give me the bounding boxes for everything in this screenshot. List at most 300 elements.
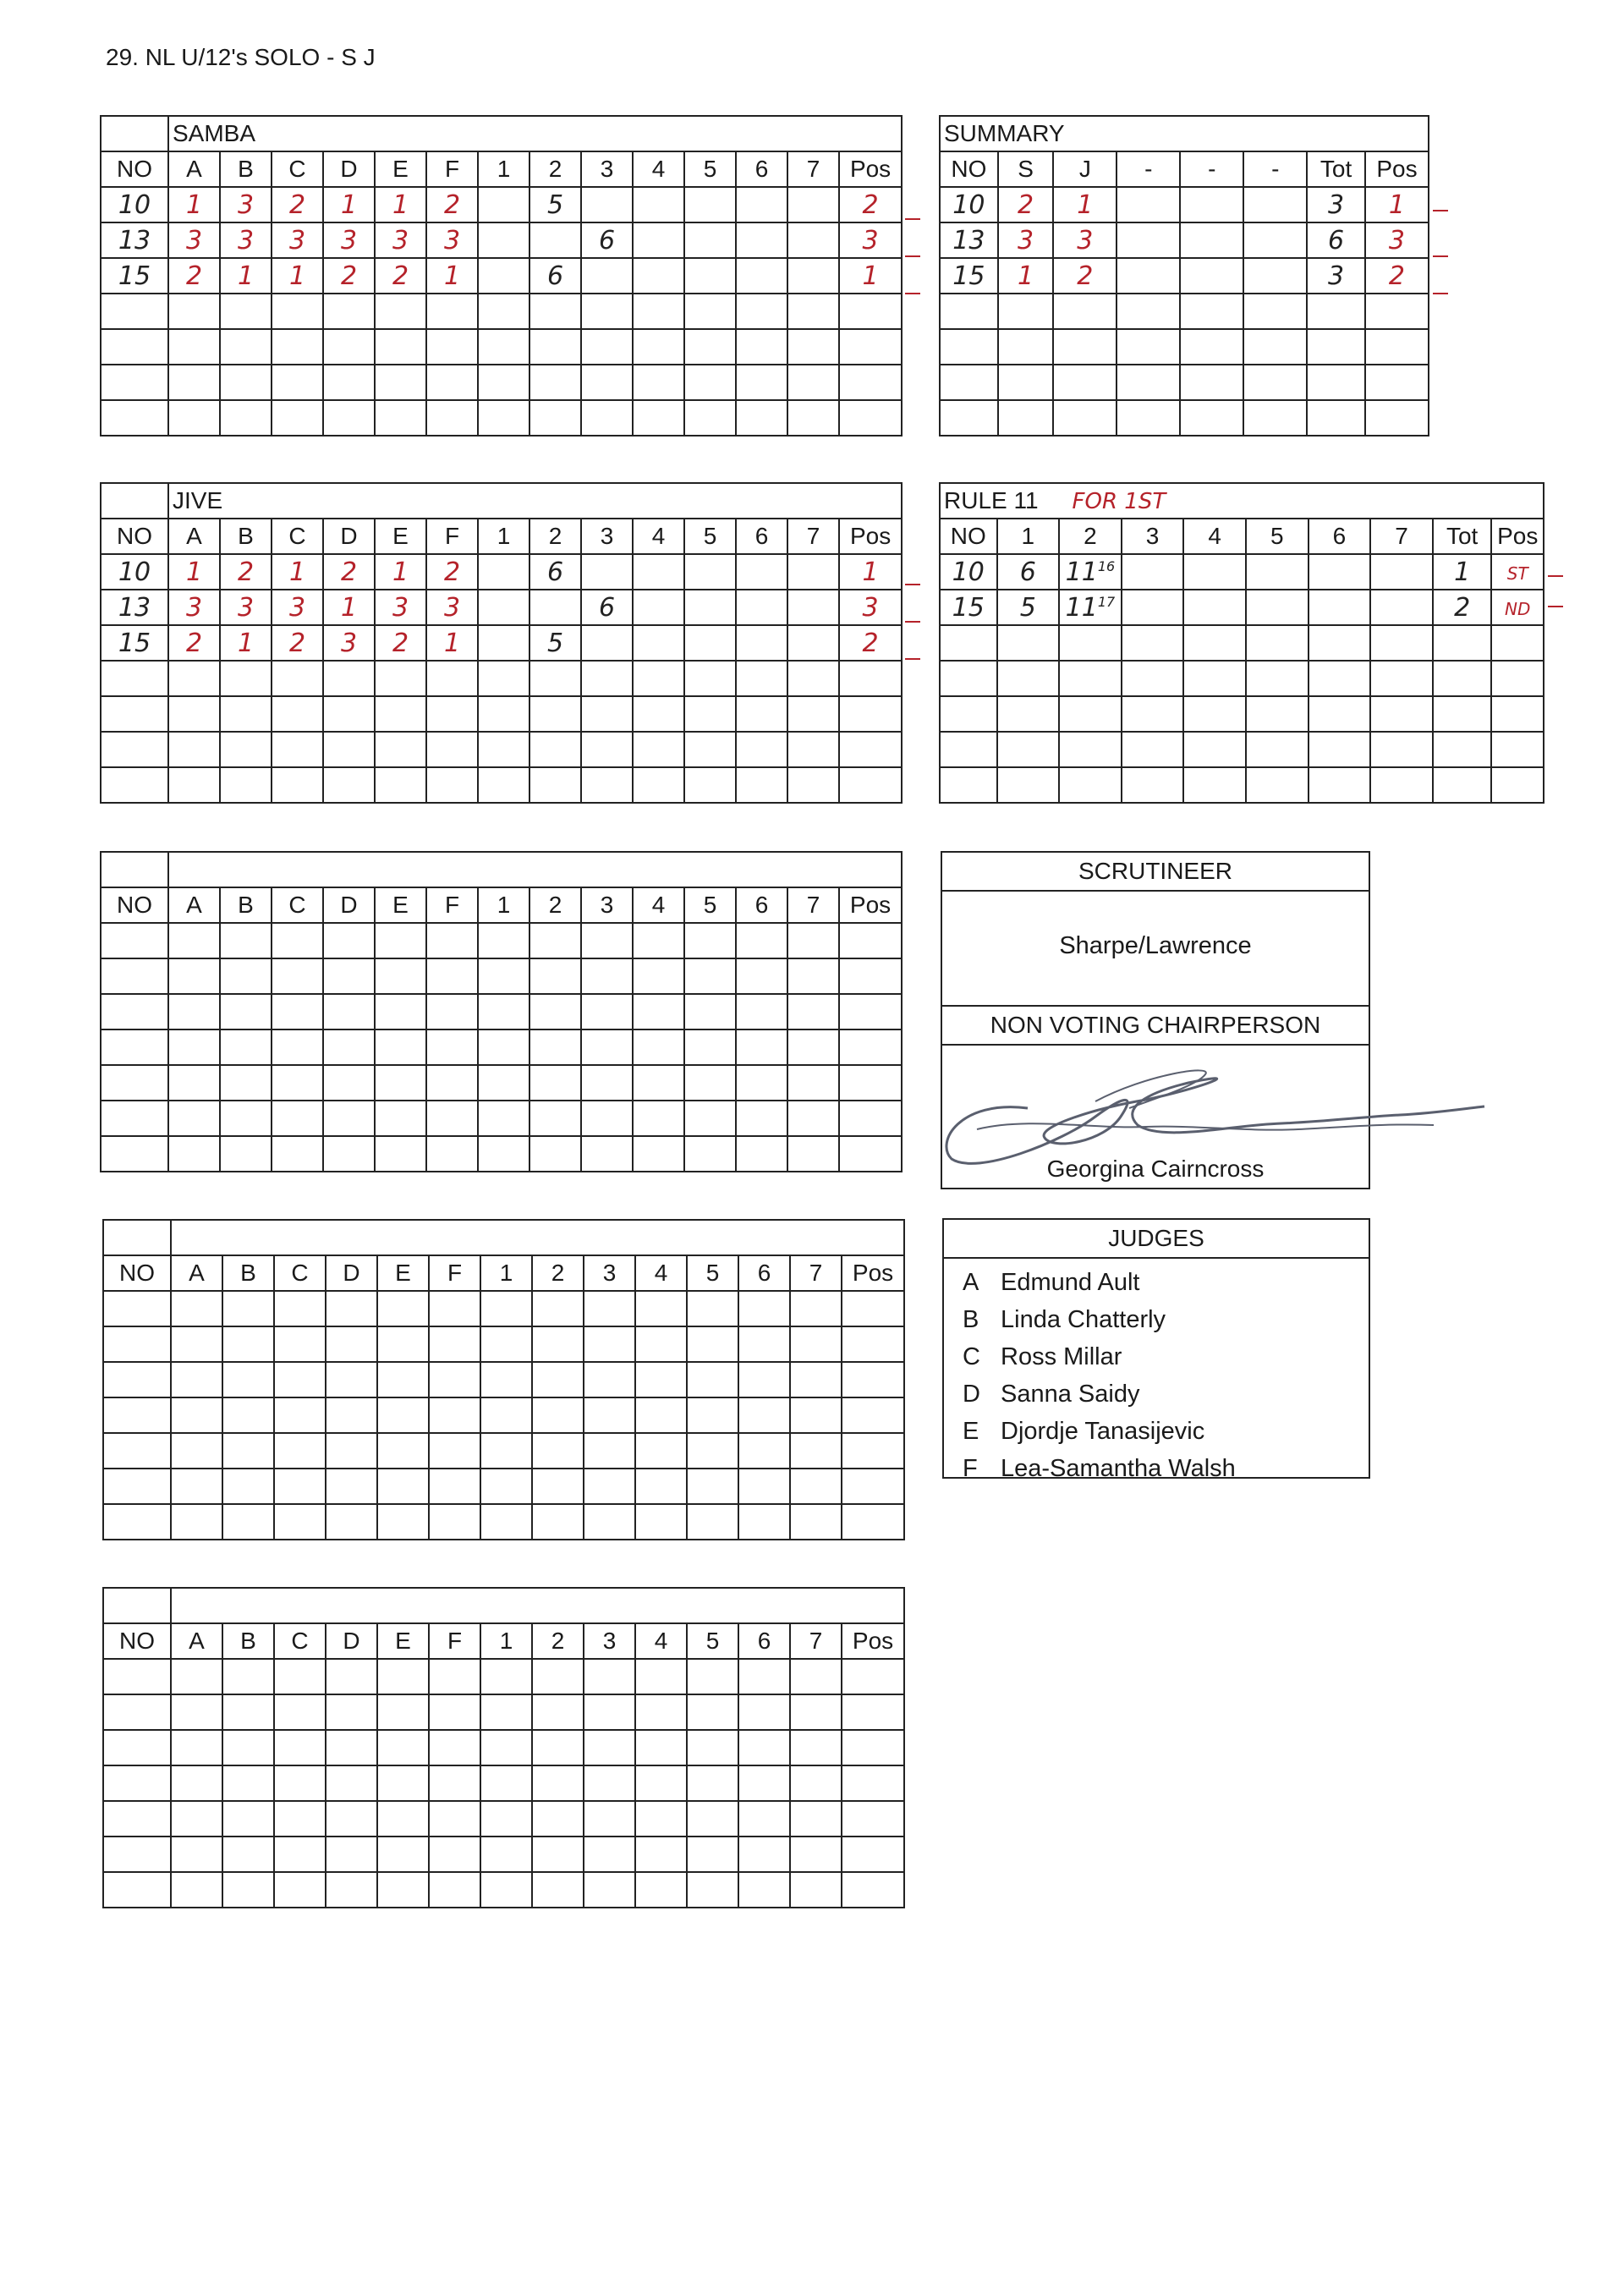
table-cell xyxy=(790,1504,842,1540)
table-cell xyxy=(1370,625,1433,661)
table-cell xyxy=(584,1730,635,1765)
table-cell xyxy=(940,365,998,400)
table-cell xyxy=(480,1469,532,1504)
column-header: 6 xyxy=(736,519,787,554)
table-cell xyxy=(478,1029,529,1065)
column-header: Pos xyxy=(839,519,902,554)
table-cell xyxy=(103,1659,171,1694)
table-cell xyxy=(274,1765,326,1801)
table-cell: 3 xyxy=(220,222,272,258)
table-cell xyxy=(478,329,529,365)
table-cell xyxy=(323,767,375,803)
table-cell xyxy=(1370,661,1433,696)
table-cell xyxy=(101,732,168,767)
table-cell xyxy=(1307,294,1365,329)
table-cell xyxy=(532,1801,584,1837)
table-cell xyxy=(103,1730,171,1765)
table-cell xyxy=(377,1291,429,1326)
table-cell xyxy=(532,1659,584,1694)
table-cell xyxy=(998,400,1054,436)
table-cell xyxy=(377,1837,429,1872)
table-cell xyxy=(274,1433,326,1469)
table-cell xyxy=(790,1801,842,1837)
table-cell xyxy=(633,1029,684,1065)
table-cell xyxy=(581,767,633,803)
table-cell: 2 xyxy=(839,187,902,222)
table-cell: 2 xyxy=(998,187,1054,222)
table-cell xyxy=(633,1136,684,1172)
table-cell xyxy=(839,958,902,994)
table-cell xyxy=(787,1136,839,1172)
table-cell xyxy=(1183,625,1246,661)
table-cell: 1 xyxy=(839,258,902,294)
table-cell xyxy=(168,400,220,436)
table-cell xyxy=(738,1872,790,1908)
table-cell xyxy=(635,1504,687,1540)
table-cell xyxy=(684,554,736,590)
table-cell xyxy=(684,590,736,625)
table-cell xyxy=(1122,590,1184,625)
table-cell xyxy=(790,1469,842,1504)
table-cell xyxy=(736,590,787,625)
table-cell xyxy=(274,1504,326,1540)
table-cell xyxy=(220,1065,272,1101)
table-cell: 13 xyxy=(940,222,998,258)
table-cell xyxy=(323,923,375,958)
table-cell xyxy=(326,1397,377,1433)
dance-title: JIVE xyxy=(168,483,902,519)
table-cell xyxy=(429,1504,480,1540)
table-cell xyxy=(529,994,581,1029)
table-cell xyxy=(222,1326,274,1362)
table-cell xyxy=(940,767,997,803)
table-row xyxy=(101,258,902,294)
table-cell xyxy=(997,696,1060,732)
table-cell xyxy=(736,554,787,590)
table-cell: 2 xyxy=(375,258,426,294)
table-cell xyxy=(997,625,1060,661)
table-cell xyxy=(1433,732,1492,767)
judge-name: Djordje Tanasijevic xyxy=(1001,1418,1205,1445)
table-cell xyxy=(222,1765,274,1801)
table-cell xyxy=(633,696,684,732)
table-cell xyxy=(1246,661,1309,696)
table-cell: 3 xyxy=(168,222,220,258)
table-cell xyxy=(326,1504,377,1540)
column-header: J xyxy=(1053,151,1116,187)
judge-row xyxy=(963,1455,1236,1483)
table-cell xyxy=(738,1362,790,1397)
table-cell xyxy=(1116,222,1180,258)
column-header: B xyxy=(222,1623,274,1659)
tick-mark xyxy=(905,584,920,585)
table-cell: 3 xyxy=(1307,258,1365,294)
table-cell xyxy=(375,1101,426,1136)
table-cell xyxy=(1246,590,1309,625)
column-header: 2 xyxy=(532,1623,584,1659)
table-cell xyxy=(790,1362,842,1397)
table-cell xyxy=(790,1765,842,1801)
table-cell: 3 xyxy=(1053,222,1116,258)
table-cell xyxy=(532,1730,584,1765)
table-cell: 1 xyxy=(839,554,902,590)
table-cell xyxy=(1116,258,1180,294)
table-cell: 5 xyxy=(529,625,581,661)
table-cell xyxy=(426,1136,478,1172)
tick-mark xyxy=(905,218,920,220)
judge-row xyxy=(963,1269,1139,1297)
column-header: 4 xyxy=(1183,519,1246,554)
table-cell xyxy=(220,732,272,767)
table-cell xyxy=(478,696,529,732)
table-cell xyxy=(220,767,272,803)
judges-box xyxy=(942,1218,1370,1482)
table-cell xyxy=(839,329,902,365)
table-cell xyxy=(1491,661,1544,696)
judge-letter: E xyxy=(963,1418,979,1445)
table-cell xyxy=(274,1362,326,1397)
table-cell xyxy=(274,1730,326,1765)
table-cell xyxy=(839,294,902,329)
table-cell xyxy=(377,1433,429,1469)
judge-letter: F xyxy=(963,1455,978,1482)
judge-name: Lea-Samantha Walsh xyxy=(1001,1455,1236,1482)
table-cell xyxy=(377,1504,429,1540)
table-cell xyxy=(429,1397,480,1433)
table-row xyxy=(101,365,902,400)
table-cell xyxy=(220,994,272,1029)
table-row xyxy=(101,732,902,767)
table-cell xyxy=(1122,661,1184,696)
judge-letter: D xyxy=(963,1381,980,1408)
table-cell xyxy=(736,329,787,365)
page-title: 29. NL U/12's SOLO - S J xyxy=(106,44,376,70)
table-cell xyxy=(478,222,529,258)
table-cell xyxy=(1183,554,1246,590)
table-cell xyxy=(1309,767,1371,803)
column-header: Tot xyxy=(1433,519,1492,554)
table-cell xyxy=(633,329,684,365)
table-cell: 3 xyxy=(220,590,272,625)
table-cell xyxy=(377,1362,429,1397)
table-cell xyxy=(426,732,478,767)
table-cell xyxy=(581,365,633,400)
table-cell: 2 xyxy=(1433,590,1492,625)
column-header: Pos xyxy=(1365,151,1429,187)
table-cell xyxy=(790,1326,842,1362)
table-cell xyxy=(1370,590,1433,625)
table-cell xyxy=(1180,400,1243,436)
column-header: C xyxy=(272,151,323,187)
table-cell xyxy=(1243,365,1307,400)
table-cell xyxy=(220,958,272,994)
table-row xyxy=(940,294,1429,329)
table-cell xyxy=(736,696,787,732)
table-cell xyxy=(532,1694,584,1730)
table-cell xyxy=(222,1469,274,1504)
table-cell xyxy=(581,732,633,767)
table-cell xyxy=(429,1659,480,1694)
table-cell xyxy=(103,1397,171,1433)
table-cell xyxy=(429,1362,480,1397)
table-cell xyxy=(1433,625,1492,661)
column-header: 4 xyxy=(633,887,684,923)
table-cell xyxy=(222,1659,274,1694)
table-cell xyxy=(584,1694,635,1730)
table-row xyxy=(940,767,1544,803)
column-header: - xyxy=(1116,151,1180,187)
table-cell xyxy=(171,1504,222,1540)
table-cell xyxy=(736,1136,787,1172)
table-cell xyxy=(101,696,168,732)
table-cell xyxy=(326,1837,377,1872)
table-cell xyxy=(839,732,902,767)
table-cell xyxy=(1309,554,1371,590)
table-cell xyxy=(940,661,997,696)
table-cell xyxy=(377,1469,429,1504)
table-cell xyxy=(272,365,323,400)
table-cell xyxy=(478,1101,529,1136)
table-cell xyxy=(326,1694,377,1730)
table-cell xyxy=(426,400,478,436)
table-cell xyxy=(171,1469,222,1504)
table-cell: 6 xyxy=(1307,222,1365,258)
table-row xyxy=(103,1730,904,1765)
table-cell xyxy=(220,294,272,329)
table-cell: 3 xyxy=(426,222,478,258)
table-cell xyxy=(787,625,839,661)
table-cell xyxy=(635,1765,687,1801)
table-cell xyxy=(103,1362,171,1397)
table-cell xyxy=(839,767,902,803)
table-cell xyxy=(532,1469,584,1504)
table-cell xyxy=(168,1029,220,1065)
column-header: D xyxy=(323,151,375,187)
table-cell xyxy=(377,1326,429,1362)
table-cell xyxy=(529,294,581,329)
table-cell xyxy=(1059,732,1122,767)
table-cell xyxy=(684,1136,736,1172)
table-cell xyxy=(529,661,581,696)
table-cell xyxy=(787,222,839,258)
table-cell xyxy=(736,923,787,958)
table-cell xyxy=(738,1730,790,1765)
table-row xyxy=(940,661,1544,696)
judge-name: Linda Chatterly xyxy=(1001,1306,1166,1333)
table-cell xyxy=(480,1291,532,1326)
table-cell: 6 xyxy=(581,222,633,258)
table-cell xyxy=(787,258,839,294)
table-cell xyxy=(478,365,529,400)
table-cell xyxy=(839,661,902,696)
table-cell xyxy=(684,732,736,767)
table-cell xyxy=(738,1694,790,1730)
table-cell xyxy=(1053,294,1116,329)
table-cell xyxy=(1365,400,1429,436)
column-header: 2 xyxy=(529,151,581,187)
table-cell xyxy=(101,767,168,803)
table-cell xyxy=(171,1694,222,1730)
table-cell xyxy=(581,661,633,696)
table-row xyxy=(101,923,902,958)
table-corner xyxy=(101,483,168,519)
table-cell xyxy=(274,1694,326,1730)
table-cell xyxy=(222,1837,274,1872)
table-cell xyxy=(171,1659,222,1694)
column-header: F xyxy=(429,1255,480,1291)
table-cell xyxy=(842,1433,904,1469)
table-cell: 3 xyxy=(426,590,478,625)
table-row xyxy=(101,187,902,222)
table-row xyxy=(101,661,902,696)
table-cell: 3 xyxy=(998,222,1054,258)
table-cell xyxy=(323,1065,375,1101)
column-header: 3 xyxy=(581,519,633,554)
table-cell xyxy=(787,400,839,436)
judge-row xyxy=(963,1343,1122,1371)
table-cell xyxy=(272,958,323,994)
table-cell xyxy=(478,625,529,661)
table-cell xyxy=(326,1730,377,1765)
table-cell xyxy=(529,329,581,365)
tick-mark xyxy=(905,658,920,660)
table-cell xyxy=(839,994,902,1029)
table-cell xyxy=(839,1136,902,1172)
table-cell xyxy=(103,1694,171,1730)
table-cell: 2 xyxy=(323,554,375,590)
table-cell xyxy=(274,1469,326,1504)
table-cell xyxy=(633,590,684,625)
table-cell xyxy=(584,1326,635,1362)
table-cell: 1 xyxy=(1365,187,1429,222)
table-row xyxy=(103,1433,904,1469)
table-cell xyxy=(532,1872,584,1908)
table-cell xyxy=(478,400,529,436)
table-cell xyxy=(736,400,787,436)
table-cell xyxy=(480,1837,532,1872)
table-cell xyxy=(101,1136,168,1172)
table-cell xyxy=(738,1326,790,1362)
table-cell xyxy=(842,1362,904,1397)
table-cell xyxy=(426,329,478,365)
judge-name: Sanna Saidy xyxy=(1001,1381,1140,1408)
table-cell xyxy=(633,661,684,696)
table-cell xyxy=(274,1837,326,1872)
judge-row xyxy=(963,1418,1204,1446)
table-cell xyxy=(584,1801,635,1837)
judge-letter: B xyxy=(963,1306,979,1333)
table-cell xyxy=(222,1872,274,1908)
table-cell xyxy=(687,1694,738,1730)
table-cell xyxy=(635,1469,687,1504)
table-cell xyxy=(787,329,839,365)
table-cell xyxy=(529,1136,581,1172)
table-cell xyxy=(323,1136,375,1172)
table-cell xyxy=(839,1101,902,1136)
table-cell xyxy=(168,294,220,329)
table-cell xyxy=(429,1872,480,1908)
table-row xyxy=(103,1659,904,1694)
table-cell xyxy=(1309,590,1371,625)
table-cell xyxy=(377,1397,429,1433)
table-cell: 15 xyxy=(101,625,168,661)
table-cell xyxy=(633,258,684,294)
table-cell xyxy=(274,1801,326,1837)
table-row xyxy=(101,994,902,1029)
table-cell xyxy=(222,1291,274,1326)
table-cell xyxy=(842,1469,904,1504)
table-cell xyxy=(375,294,426,329)
column-header: Pos xyxy=(839,887,902,923)
table-cell xyxy=(323,1029,375,1065)
table-cell xyxy=(1122,554,1184,590)
table-cell xyxy=(581,187,633,222)
table-cell xyxy=(687,1469,738,1504)
table-cell xyxy=(584,1765,635,1801)
column-header: 1 xyxy=(478,151,529,187)
table-cell xyxy=(940,696,997,732)
judges-label: JUDGES xyxy=(944,1220,1369,1259)
table-cell xyxy=(738,1397,790,1433)
table-cell xyxy=(1059,661,1122,696)
table-cell xyxy=(1116,294,1180,329)
table-cell xyxy=(103,1801,171,1837)
table-cell: 2 xyxy=(323,258,375,294)
table-cell xyxy=(220,365,272,400)
tick-mark xyxy=(1433,255,1448,257)
tick-mark xyxy=(1548,575,1563,577)
table-cell xyxy=(272,767,323,803)
table-cell xyxy=(1116,329,1180,365)
table-corner xyxy=(103,1588,171,1623)
table-cell xyxy=(1491,696,1544,732)
table-cell xyxy=(1059,625,1122,661)
table-cell xyxy=(326,1433,377,1469)
table-cell xyxy=(736,258,787,294)
table-cell xyxy=(375,767,426,803)
table-row xyxy=(103,1765,904,1801)
table-cell xyxy=(633,365,684,400)
column-header: Pos xyxy=(842,1255,904,1291)
table-cell xyxy=(429,1433,480,1469)
table-cell xyxy=(581,1136,633,1172)
column-header: 7 xyxy=(790,1255,842,1291)
table-cell xyxy=(272,661,323,696)
table-cell xyxy=(633,1101,684,1136)
table-cell xyxy=(633,732,684,767)
table-cell xyxy=(736,994,787,1029)
table-cell xyxy=(684,1065,736,1101)
table-cell xyxy=(532,1362,584,1397)
table-cell xyxy=(997,732,1060,767)
table-cell xyxy=(787,696,839,732)
table-cell xyxy=(1180,187,1243,222)
chairperson-label: NON VOTING CHAIRPERSON xyxy=(942,1007,1369,1046)
table-cell xyxy=(272,1101,323,1136)
table-cell xyxy=(584,1504,635,1540)
table-cell xyxy=(1365,329,1429,365)
table-cell xyxy=(839,1065,902,1101)
judge-letter: A xyxy=(963,1269,979,1296)
table-cell xyxy=(581,958,633,994)
table-cell xyxy=(375,365,426,400)
table-cell xyxy=(103,1326,171,1362)
table-row xyxy=(940,258,1429,294)
table-cell: 1 xyxy=(375,187,426,222)
table-cell xyxy=(736,222,787,258)
table-cell xyxy=(790,1694,842,1730)
table-cell: 3 xyxy=(323,222,375,258)
